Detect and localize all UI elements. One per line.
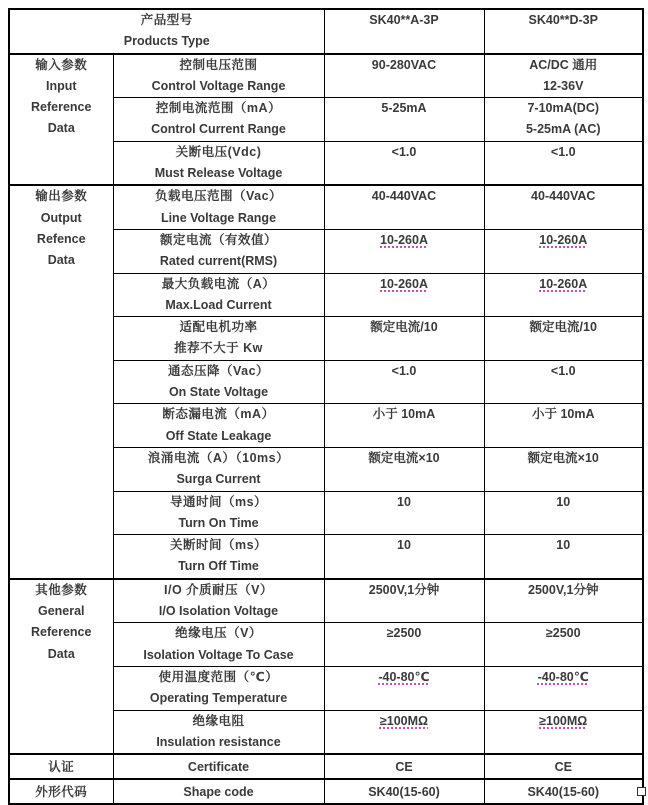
value-d: 10 [556, 538, 571, 553]
value-cell-d [484, 579, 643, 623]
param-label-en: Operating Temperature [149, 691, 288, 706]
value-a: 10 [397, 538, 411, 553]
param-label-cn: 浪涌电流（A）（10ms） [147, 450, 290, 465]
param-label-en: Rated current(RMS) [159, 254, 278, 269]
value-cell-d [484, 229, 643, 273]
param-label-en: Surga Current [176, 472, 261, 487]
param-label-cn: 控制电压范围 [179, 57, 258, 72]
value-cell-d [484, 54, 643, 98]
value-cell-a [324, 491, 484, 535]
value-cell-d [484, 141, 643, 185]
value-a: <1.0 [391, 363, 417, 378]
value-cell-a [324, 447, 484, 491]
value-a: -40-80℃ [378, 669, 430, 684]
value-cell-d [484, 98, 643, 142]
model-d-header [484, 9, 643, 54]
value-d: <1.0 [550, 144, 576, 159]
param-cell [113, 141, 324, 185]
value-cell-a [324, 54, 484, 98]
param-label-cn: 负载电压范围（Vac） [154, 189, 283, 204]
param-cell [113, 779, 324, 804]
param-label-en: Control Voltage Range [151, 78, 286, 93]
value-cell-d [484, 404, 643, 448]
param-cell [113, 404, 324, 448]
category-label-en: Reference [31, 100, 92, 115]
category-label-en: Output [40, 210, 82, 225]
param-label-cn: 通态压降（Vac） [167, 363, 270, 378]
value-d: 5-25mA (AC) [525, 122, 601, 137]
param-cell [113, 229, 324, 273]
value-cell-a [324, 185, 484, 229]
param-cell [113, 317, 324, 361]
value-cell-a [324, 779, 484, 804]
param-label-en: On State Voltage [168, 385, 269, 400]
value-d: 7-10mA(DC) [527, 101, 600, 116]
value-cell-a [324, 360, 484, 404]
model-a-label: SK40**A-3P [369, 13, 439, 27]
param-label-en: Certificate [187, 759, 250, 774]
value-cell-d [484, 710, 643, 754]
param-label-cn: 绝缘电阻 [192, 713, 245, 728]
value-d: 额定电流/10 [529, 320, 597, 335]
table-row [9, 185, 643, 229]
value-cell-a [324, 754, 484, 779]
value-a: 小于 10mA [372, 407, 436, 422]
value-d: SK40(15-60) [527, 784, 600, 799]
value-cell-a [324, 317, 484, 361]
value-a: CE [395, 759, 413, 774]
param-cell [113, 623, 324, 667]
products-type-label-en: Products Type [123, 34, 210, 49]
value-cell-d [484, 623, 643, 667]
value-d: ≥2500 [545, 626, 581, 641]
param-label-en: Control Current Range [151, 122, 286, 137]
value-a: <1.0 [391, 144, 417, 159]
value-a: ≥100MΩ [379, 713, 429, 728]
category-shape-code [9, 779, 113, 804]
param-label-en: Max.Load Current [165, 297, 272, 312]
param-label-cn: 断态漏电流（mA） [162, 407, 275, 422]
value-cell-d [484, 666, 643, 710]
param-label-cn: 关断电压(Vdc) [175, 144, 262, 159]
param-label-en: Shape code [183, 784, 254, 799]
product-spec-table [8, 8, 644, 805]
value-a: 40-440VAC [371, 189, 437, 204]
value-d: ≥100MΩ [539, 713, 588, 728]
value-a: 10-260A [380, 276, 428, 291]
category-label-cn: 外形代码 [35, 784, 88, 799]
param-cell [113, 185, 324, 229]
param-cell [113, 535, 324, 579]
value-d: 10 [556, 494, 571, 509]
category-label-cn: 输出参数 [35, 189, 88, 204]
model-d-label: SK40**D-3P [528, 13, 598, 27]
value-cell-d [484, 491, 643, 535]
param-label-en: Off State Leakage [165, 428, 272, 443]
param-cell [113, 54, 324, 98]
param-label-cn: 适配电机功率 [179, 320, 258, 335]
value-cell-a [324, 404, 484, 448]
param-label-cn: 导通时间（ms） [169, 494, 268, 509]
value-cell-a [324, 579, 484, 623]
value-cell-a [324, 229, 484, 273]
param-cell [113, 579, 324, 623]
certificate-row [9, 754, 643, 779]
value-cell-a [324, 141, 484, 185]
value-d: 12-36V [543, 78, 584, 93]
value-a: 额定电流×10 [368, 450, 440, 465]
param-label-en: Insulation resistance [156, 734, 281, 749]
table-row [9, 54, 643, 98]
value-cell-a [324, 666, 484, 710]
param-label-cn: 绝缘电压（V） [175, 626, 262, 641]
category-general-params [9, 579, 113, 754]
param-label-en: Must Release Voltage [154, 166, 283, 181]
value-cell-a [324, 98, 484, 142]
param-label-cn: 使用温度范围（℃） [158, 669, 279, 684]
param-cell [113, 447, 324, 491]
products-type-header [9, 9, 324, 54]
param-label-cn: 最大负载电流（A） [161, 276, 276, 291]
category-label-en: Data [47, 646, 75, 661]
category-label-cn: 输入参数 [35, 57, 88, 72]
param-label-en: Line Voltage Range [160, 210, 277, 225]
model-a-header [324, 9, 484, 54]
value-d: 2500V,1分钟 [528, 582, 599, 597]
table-row [9, 579, 643, 623]
category-certificate [9, 754, 113, 779]
value-a: 额定电流/10 [370, 320, 438, 335]
category-label-cn: 认证 [48, 759, 75, 774]
param-cell [113, 754, 324, 779]
value-a: 2500V,1分钟 [368, 582, 440, 597]
value-cell-d [484, 754, 643, 779]
param-cell [113, 491, 324, 535]
param-label-cn: 控制电流范围（mA） [155, 101, 282, 116]
value-a: 90-280VAC [371, 57, 437, 72]
value-d: 10-260A [539, 232, 588, 247]
value-cell-d [484, 185, 643, 229]
category-output-params [9, 185, 113, 578]
param-label-en: Turn Off Time [178, 559, 259, 574]
table-resize-handle-icon[interactable] [637, 787, 646, 796]
value-d: 10-260A [539, 276, 588, 291]
param-label-en: Isolation Voltage To Case [143, 647, 294, 662]
value-cell-a [324, 623, 484, 667]
products-type-label-cn: 产品型号 [140, 13, 193, 27]
param-label-en: I/O Isolation Voltage [158, 604, 279, 619]
value-d: 额定电流×10 [527, 450, 599, 465]
param-cell [113, 666, 324, 710]
value-a: 10-260A [380, 232, 428, 247]
param-cell [113, 360, 324, 404]
param-cell [113, 98, 324, 142]
category-label-en: Data [47, 121, 75, 136]
category-input-params [9, 54, 113, 186]
param-label-cn: 关断时间（ms） [169, 538, 268, 553]
param-label-en: Turn On Time [178, 515, 259, 530]
value-cell-d [484, 447, 643, 491]
value-cell-d [484, 779, 643, 804]
value-cell-d [484, 317, 643, 361]
value-d: <1.0 [550, 363, 576, 378]
category-label-en: General [37, 604, 85, 619]
category-label-en: Reference [31, 625, 92, 640]
shape-code-row [9, 779, 643, 804]
value-cell-d [484, 273, 643, 317]
value-d: CE [554, 759, 572, 774]
value-d: AC/DC 通用 [529, 57, 598, 72]
param-label-cn: I/O 介质耐压（V） [164, 582, 273, 597]
param-label-cn: 额定电流（有效值） [159, 232, 277, 247]
category-label-cn: 其他参数 [35, 582, 88, 597]
value-cell-d [484, 535, 643, 579]
param-label-cn2: 推荐不大于 Kw [174, 341, 263, 356]
value-d: -40-80℃ [537, 669, 589, 684]
value-cell-a [324, 273, 484, 317]
value-a: 10 [397, 494, 411, 509]
value-a: SK40(15-60) [368, 784, 440, 799]
table-header-row [9, 9, 643, 54]
value-a: 5-25mA [381, 101, 427, 116]
param-cell [113, 710, 324, 754]
value-d: 小于 10mA [531, 407, 595, 422]
value-cell-a [324, 710, 484, 754]
category-label-en: Refence [36, 231, 86, 246]
value-d: 40-440VAC [531, 189, 596, 204]
value-cell-d [484, 360, 643, 404]
category-label-en: Data [47, 253, 75, 268]
value-a: ≥2500 [386, 626, 422, 641]
param-cell [113, 273, 324, 317]
category-label-en: Input [45, 78, 77, 93]
value-cell-a [324, 535, 484, 579]
